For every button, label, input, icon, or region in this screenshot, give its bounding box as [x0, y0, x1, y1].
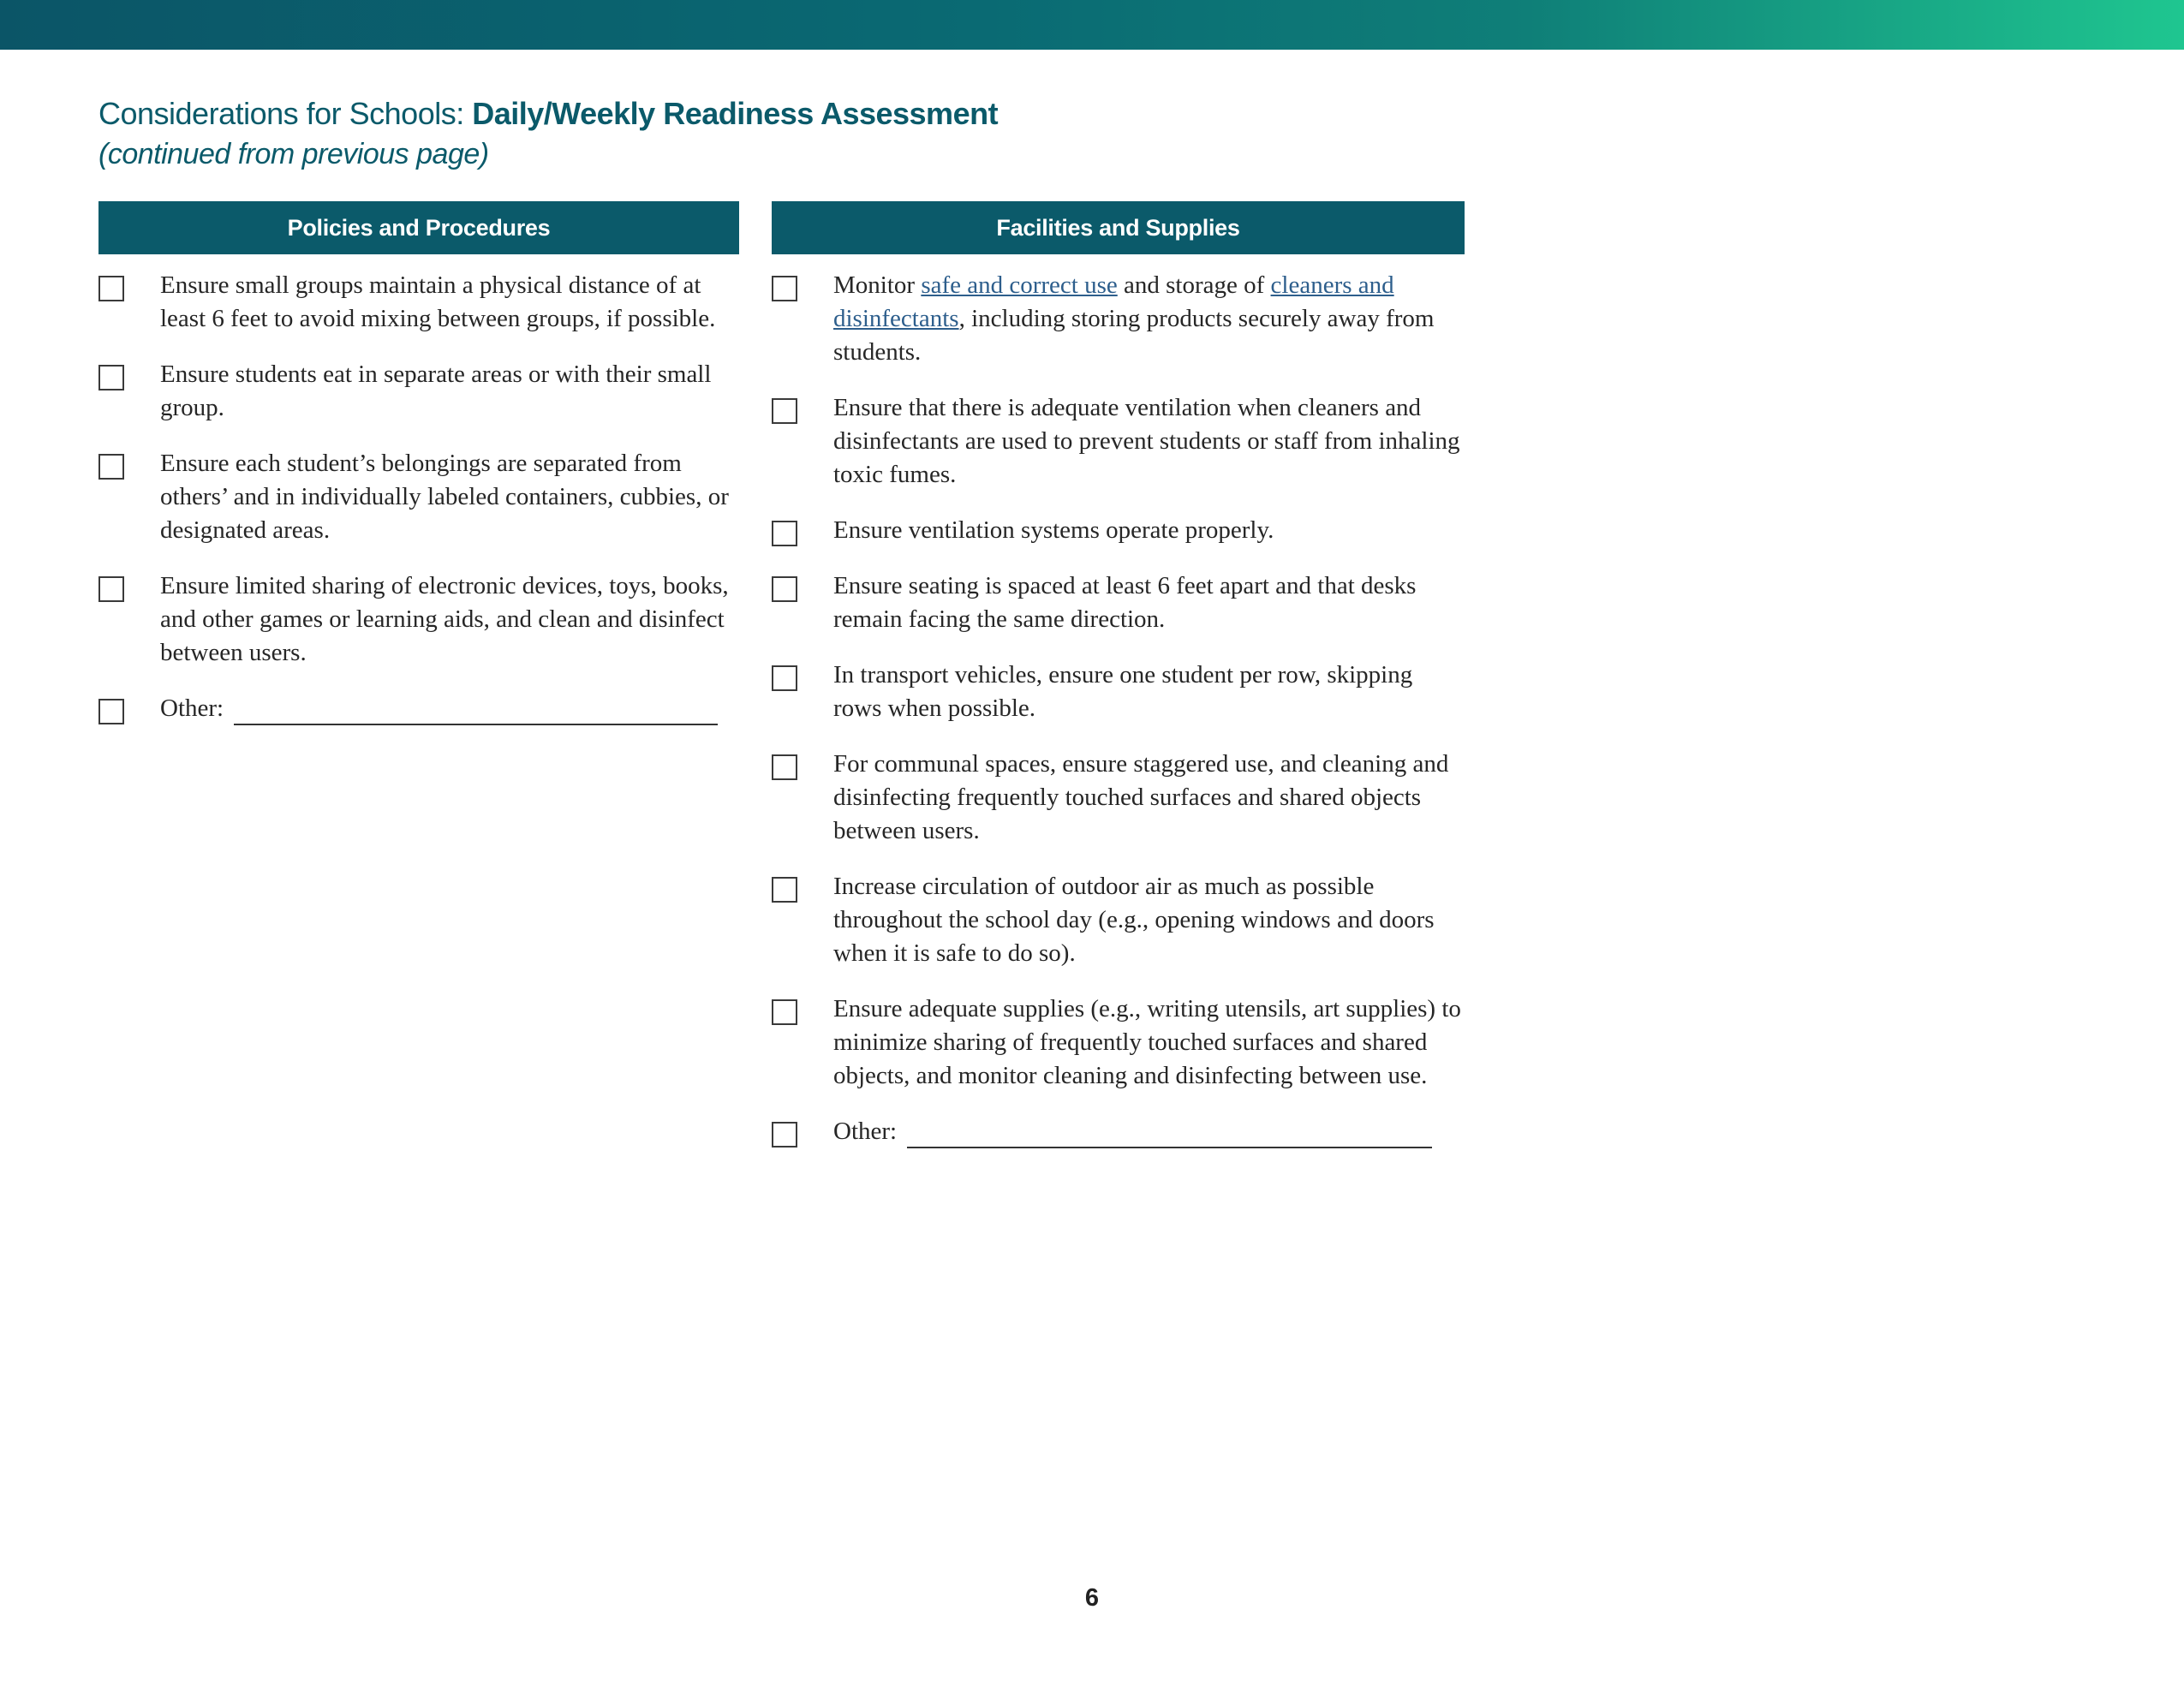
item-text-after: , including storing products securely away from students. [833, 305, 1435, 366]
facilities-supplies-column [772, 201, 1465, 1171]
top-color-band [0, 0, 2184, 50]
page-number: 6 [1084, 1584, 1100, 1612]
checklist-item [772, 569, 1465, 636]
checkbox[interactable] [772, 521, 797, 546]
other-field [833, 1115, 1465, 1148]
checklist-item [772, 993, 1465, 1093]
checklist-item [772, 269, 1465, 369]
checkbox[interactable] [98, 699, 124, 724]
checklist-item-text: Increase circulation of outdoor air as much as possible throughout the school day (e.g., opening windows and doors when it is safe to do so). [833, 873, 1435, 967]
checklist-item [772, 870, 1465, 970]
link-cleaners-disinfectants[interactable]: cleaners and disinfectants [833, 271, 1394, 332]
checklist-item [772, 748, 1465, 848]
checkbox[interactable] [772, 665, 797, 691]
checklist-item-text: In transport vehicles, ensure one student per row, skipping rows when possible. [833, 661, 1413, 722]
checkbox[interactable] [772, 999, 797, 1025]
checkbox[interactable] [772, 576, 797, 602]
checkbox[interactable] [772, 276, 797, 301]
other-fill-line[interactable] [907, 1115, 1432, 1148]
policies-checklist [98, 269, 739, 725]
checkbox[interactable] [772, 877, 797, 903]
checklist-item-text [833, 269, 1465, 369]
checklist-item [772, 514, 1465, 547]
item-text-before: Monitor [833, 271, 922, 299]
checklist-item [772, 659, 1465, 725]
title-main: Daily/Weekly Readiness Assessment [472, 96, 999, 131]
checkbox[interactable] [98, 276, 124, 301]
item-text-middle: and storage of [1117, 271, 1271, 299]
column-header-policies: Policies and Procedures [98, 201, 739, 254]
other-fill-line[interactable] [234, 692, 718, 725]
checklist-item [98, 569, 739, 670]
checkbox[interactable] [772, 1122, 797, 1148]
link-safe-correct-use[interactable]: safe and correct use [921, 271, 1118, 299]
page-subtitle: (continued from previous page) [98, 138, 489, 170]
checklist-item [98, 447, 739, 547]
checklist-item-other [772, 1115, 1465, 1148]
checkbox[interactable] [98, 365, 124, 390]
other-field [160, 692, 739, 725]
checklist-item-text: Ensure seating is spaced at least 6 feet apart and that desks remain facing the same direction. [833, 572, 1417, 633]
page-title [98, 94, 1469, 134]
checklist-item-text: Ensure ventilation systems operate properly. [833, 516, 1274, 544]
checklist-item-text: Ensure that there is adequate ventilation when cleaners and disinfectants are used to prevent students or staff from inhaling toxic fumes. [833, 394, 1460, 488]
title-block [98, 94, 1469, 175]
checklist-item [98, 269, 739, 336]
checklist-item-text: Ensure small groups maintain a physical distance of at least 6 feet to avoid mixing between groups, if possible. [160, 271, 716, 332]
checklist-item-text: For communal spaces, ensure staggered use, and cleaning and disinfecting frequently touched surfaces and shared objects between users. [833, 750, 1449, 844]
checkbox[interactable] [98, 454, 124, 480]
other-label: Other: [833, 1118, 898, 1145]
checklist-item-text: Ensure each student’s belongings are separated from others’ and in individually labeled containers, cubbies, or designated areas. [160, 450, 729, 544]
checklist-item-text: Ensure students eat in separate areas or with their small group. [160, 361, 712, 421]
checklist-item-text: Ensure limited sharing of electronic devices, toys, books, and other games or learning aids, and clean and disinfect between users. [160, 572, 729, 666]
checkbox[interactable] [772, 754, 797, 780]
policies-procedures-column [98, 201, 739, 748]
other-label: Other: [160, 694, 224, 722]
column-header-facilities: Facilities and Supplies [772, 201, 1465, 254]
checklist-item-other [98, 692, 739, 725]
facilities-checklist [772, 269, 1465, 1148]
checklist-item [772, 391, 1465, 492]
checkbox[interactable] [772, 398, 797, 424]
checklist-item [98, 358, 739, 425]
checkbox[interactable] [98, 576, 124, 602]
checklist-item-text: Ensure adequate supplies (e.g., writing utensils, art supplies) to minimize sharing of frequently touched surfaces and shared objects, and monitor cleaning and disinfecting between use. [833, 995, 1461, 1089]
title-prefix: Considerations for Schools: [98, 96, 473, 131]
